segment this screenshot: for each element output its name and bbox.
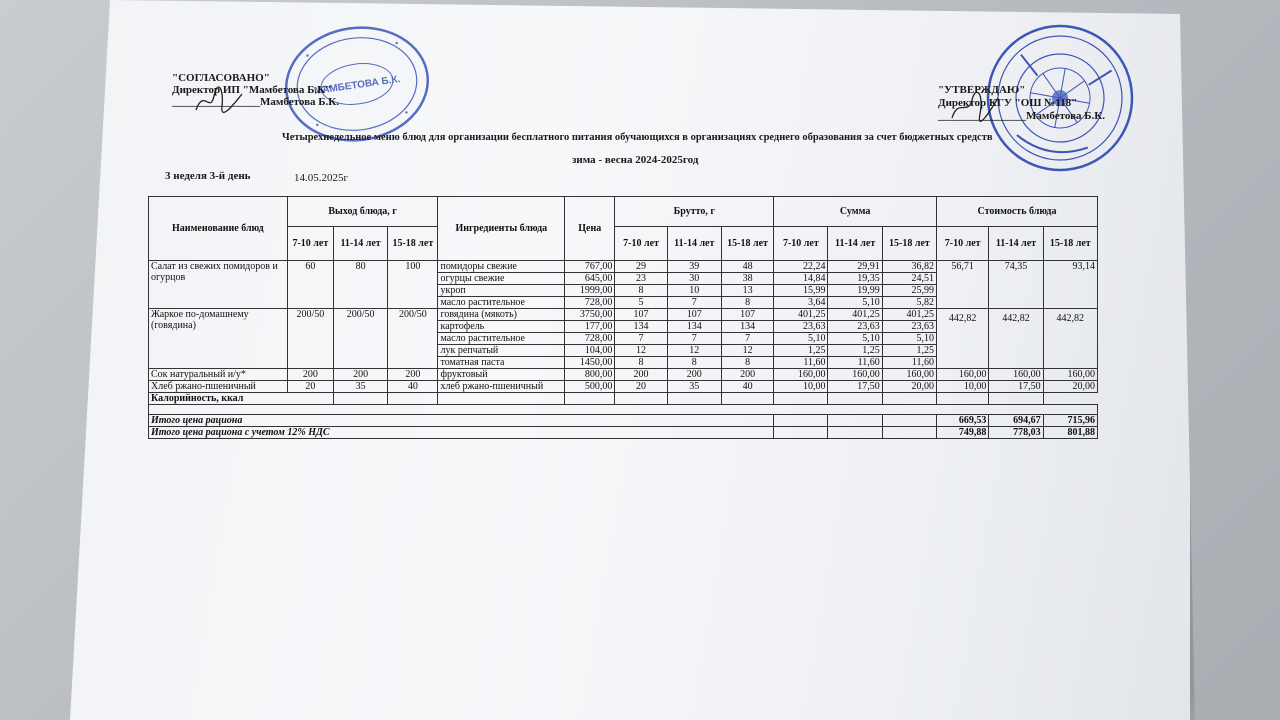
sum-value: 22,24 [774,261,828,273]
total-value: 715,96 [1043,415,1097,427]
table-row [149,261,1098,273]
dish-output: 80 [333,261,387,309]
col-age-15-18: 15-18 лет [721,227,773,261]
empty-cell [989,393,1043,405]
sum-value: 25,99 [882,285,936,297]
empty-cell [828,393,882,405]
ingredient-price: 800,00 [565,369,615,381]
brutto-value: 29 [615,261,667,273]
left-stamp-name: МАМБЕТОВА Б.К. [313,73,402,97]
sum-value: 24,51 [882,273,936,285]
ingredient-price: 728,00 [565,333,615,345]
dish-output: 200 [287,369,333,381]
sum-value: 1,25 [882,345,936,357]
sum-value: 23,63 [882,321,936,333]
col-output: Выход блюда, г [287,197,438,227]
empty-cell [721,393,773,405]
empty-cell [333,393,387,405]
ingredient-name: огурцы свежие [438,273,565,285]
right-signature-line: ________________Мамбетова Б.К. [938,110,1106,122]
empty-cell [774,415,828,427]
dish-output: 200/50 [333,309,387,369]
col-ingredients: Ингредиенты блюда [438,197,565,261]
sum-value: 11,60 [828,357,882,369]
ingredient-price: 728,00 [565,297,615,309]
brutto-value: 40 [721,381,773,393]
total-vat-row [149,427,1098,439]
empty-cell [667,393,721,405]
col-age-7-10: 7-10 лет [615,227,667,261]
sum-value: 5,10 [828,297,882,309]
empty-cell [565,393,615,405]
total-row [149,415,1098,427]
table-row [149,309,1098,321]
sum-value: 11,60 [774,357,828,369]
sum-value: 3,64 [774,297,828,309]
table-header-row [149,197,1098,227]
total-vat-value: 801,88 [1043,427,1097,439]
brutto-value: 200 [721,369,773,381]
empty-cell [882,427,936,439]
dish-cost: 442,82 [1043,309,1097,369]
dish-cost: 56,71 [937,261,989,309]
brutto-value: 12 [615,345,667,357]
total-vat-value: 778,03 [989,427,1043,439]
sum-value: 5,10 [774,333,828,345]
brutto-value: 134 [615,321,667,333]
col-brutto: Брутто, г [615,197,774,227]
brutto-value: 200 [615,369,667,381]
dish-output: 200 [388,369,438,381]
empty-cell [828,415,882,427]
brutto-value: 107 [721,309,773,321]
dish-output: 40 [388,381,438,393]
ingredient-name: масло растительное [438,333,565,345]
dish-cost: 160,00 [937,369,989,381]
table-age-row [149,227,1098,261]
menu-subtitle: зима - весна 2024-2025год [572,154,699,166]
empty-cell [882,415,936,427]
total-value: 694,67 [989,415,1043,427]
ingredient-price: 3750,00 [565,309,615,321]
dish-cost: 442,82 [989,309,1043,369]
ingredient-price: 104,00 [565,345,615,357]
dish-output: 100 [388,261,438,309]
sum-value: 23,63 [828,321,882,333]
brutto-value: 7 [615,333,667,345]
empty-cell [388,393,438,405]
col-sum: Сумма [774,197,937,227]
col-age-7-10: 7-10 лет [774,227,828,261]
sum-value: 401,25 [774,309,828,321]
dish-cost: 17,50 [989,381,1043,393]
dish-cost: 442,82 [937,309,989,369]
brutto-value: 39 [667,261,721,273]
menu-date: 14.05.2025г [294,172,349,184]
sum-value: 29,91 [828,261,882,273]
dish-cost: 74,35 [989,261,1043,309]
total-vat-label: Итого цена рациона с учетом 12% НДС [149,427,774,439]
col-age-15-18: 15-18 лет [1043,227,1097,261]
brutto-value: 200 [667,369,721,381]
brutto-value: 7 [721,333,773,345]
empty-cell [882,393,936,405]
dish-cost: 160,00 [1043,369,1097,381]
ingredient-price: 1450,00 [565,357,615,369]
calorie-label: Калорийность, ккал [149,393,334,405]
brutto-value: 23 [615,273,667,285]
brutto-value: 107 [667,309,721,321]
total-value: 669,53 [937,415,989,427]
dish-output: 35 [333,381,387,393]
sum-value: 11,60 [882,357,936,369]
left-approved-label: "СОГЛАСОВАНО" [172,72,270,84]
brutto-value: 8 [667,357,721,369]
sum-value: 160,00 [828,369,882,381]
col-age-11-14: 11-14 лет [828,227,882,261]
brutto-value: 8 [615,357,667,369]
sum-value: 20,00 [882,381,936,393]
sum-value: 5,10 [882,333,936,345]
ingredient-price: 500,00 [565,381,615,393]
sum-value: 1,25 [828,345,882,357]
sum-value: 23,63 [774,321,828,333]
empty-cell [774,393,828,405]
ingredient-name: томатная паста [438,357,565,369]
empty-cell [615,393,667,405]
ingredient-name: лук репчатый [438,345,565,357]
sum-value: 19,35 [828,273,882,285]
brutto-value: 7 [667,333,721,345]
dish-name: Жаркое по-домашнему (говядина) [149,309,288,369]
ingredient-name: масло растительное [438,297,565,309]
brutto-value: 38 [721,273,773,285]
brutto-value: 134 [721,321,773,333]
col-cost: Стоимость блюда [937,197,1098,227]
dish-output: 60 [287,261,333,309]
sum-value: 10,00 [774,381,828,393]
dish-output: 200/50 [287,309,333,369]
col-age-7-10: 7-10 лет [937,227,989,261]
right-approved-label: "УТВЕРЖДАЮ" [938,84,1026,96]
dish-cost: 20,00 [1043,381,1097,393]
ingredient-price: 767,00 [565,261,615,273]
brutto-value: 20 [615,381,667,393]
brutto-value: 107 [615,309,667,321]
col-age-11-14: 11-14 лет [989,227,1043,261]
brutto-value: 5 [615,297,667,309]
brutto-value: 30 [667,273,721,285]
sum-value: 15,99 [774,285,828,297]
empty-cell [937,393,989,405]
ingredient-name: картофель [438,321,565,333]
col-age-7-10: 7-10 лет [287,227,333,261]
sum-value: 401,25 [828,309,882,321]
calorie-row [149,393,1098,405]
dish-name: Хлеб ржано-пшеничный [149,381,288,393]
menu-table [148,196,1098,439]
brutto-value: 8 [615,285,667,297]
sum-value: 14,84 [774,273,828,285]
brutto-value: 8 [721,357,773,369]
ingredient-price: 177,00 [565,321,615,333]
brutto-value: 35 [667,381,721,393]
sum-value: 160,00 [774,369,828,381]
brutto-value: 8 [721,297,773,309]
left-director-label: Директор ИП "Мамбетова Б.К" [172,84,332,96]
brutto-value: 13 [721,285,773,297]
empty-cell [438,393,565,405]
sum-value: 401,25 [882,309,936,321]
dish-cost: 10,00 [937,381,989,393]
brutto-value: 12 [721,345,773,357]
col-age-15-18: 15-18 лет [388,227,438,261]
dish-output: 200 [333,369,387,381]
left-signature-line: ________________Мамбетова Б.К. [172,96,340,108]
sum-value: 19,99 [828,285,882,297]
total-vat-value: 749,88 [937,427,989,439]
ingredient-price: 645,00 [565,273,615,285]
brutto-value: 7 [667,297,721,309]
col-age-15-18: 15-18 лет [882,227,936,261]
col-age-11-14: 11-14 лет [333,227,387,261]
dish-name: Сок натуральный и/у* [149,369,288,381]
brutto-value: 12 [667,345,721,357]
brutto-value: 48 [721,261,773,273]
table-row [149,381,1098,393]
spacer-row [149,405,1098,415]
col-price: Цена [565,197,615,261]
sum-value: 1,25 [774,345,828,357]
menu-title: Четырехнедельное меню блюд для организации бесплатного питания обучающихся в организациях среднего образования за счет бюджетных средств [282,132,993,143]
sum-value: 36,82 [882,261,936,273]
ingredient-price: 1999,00 [565,285,615,297]
total-label: Итого цена рациона [149,415,774,427]
empty-cell [828,427,882,439]
ingredient-name: хлеб ржано-пшеничный [438,381,565,393]
empty-cell [774,427,828,439]
ingredient-name: укроп [438,285,565,297]
brutto-value: 134 [667,321,721,333]
col-age-11-14: 11-14 лет [667,227,721,261]
empty-cell [149,405,1098,415]
ingredient-name: говядина (мякоть) [438,309,565,321]
sum-value: 5,10 [828,333,882,345]
right-director-label: Директор КГУ "ОШ №118" [938,97,1078,109]
sum-value: 5,82 [882,297,936,309]
week-day-label: 3 неделя 3-й день [165,170,251,182]
dish-name: Салат из свежих помидоров и огурцов [149,261,288,309]
ingredient-name: помидоры свежие [438,261,565,273]
table-row [149,369,1098,381]
dish-output: 200/50 [388,309,438,369]
brutto-value: 10 [667,285,721,297]
dish-output: 20 [287,381,333,393]
dish-cost: 93,14 [1043,261,1097,309]
ingredient-name: фруктовый [438,369,565,381]
dish-cost: 160,00 [989,369,1043,381]
sum-value: 17,50 [828,381,882,393]
sum-value: 160,00 [882,369,936,381]
col-dish-name: Наименование блюд [149,197,288,261]
